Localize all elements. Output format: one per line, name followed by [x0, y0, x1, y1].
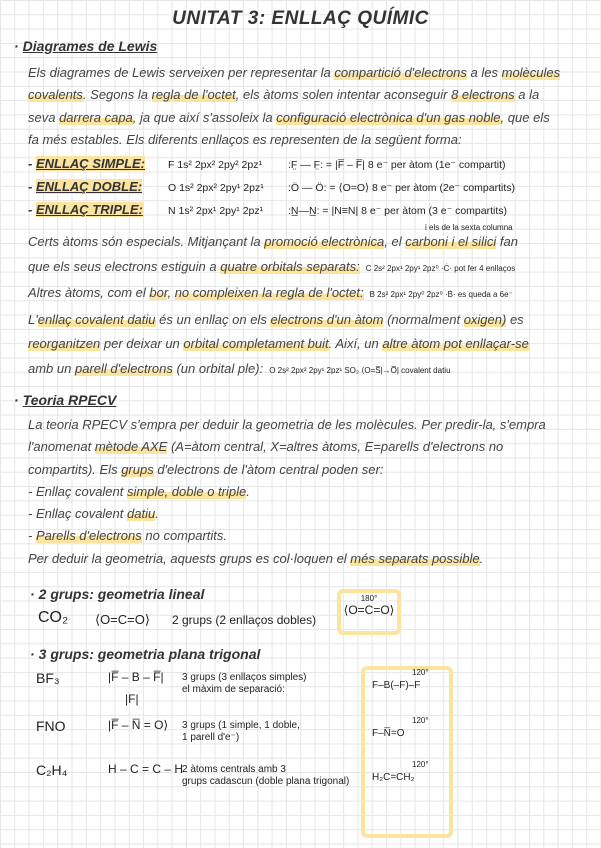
co2-shape: ⟨O=C=O⟩ [343, 603, 395, 617]
text: seva [28, 109, 60, 125]
text: - Enllaç covalent [28, 483, 127, 499]
highlighted-text: parell d'electrons [74, 360, 173, 376]
text-line [28, 525, 593, 547]
text-line [28, 332, 593, 357]
text-line [28, 436, 593, 458]
text-line [28, 481, 593, 503]
text: que els seus electrons estiguin a [28, 258, 221, 274]
trigonal-shapes-box [361, 666, 453, 838]
molecule-description: 3 grups (1 simple, 1 doble, [182, 720, 300, 731]
lewis-structure: :F̤ — F̤: = |F̅ – F̅| 8 e⁻ per àtom (1e⁻ compartit) [288, 159, 506, 171]
electron-config: N 1s² 2px¹ 2py¹ 2pz¹ [168, 205, 264, 217]
text: (A=àtom central, X=altres àtoms, E=parells d'electrons no [167, 439, 504, 455]
text: (normalment [383, 311, 464, 327]
linear-shape-box [337, 589, 401, 635]
highlighted-text: covalents [28, 87, 83, 103]
text-line [28, 107, 593, 129]
text-line [28, 255, 593, 282]
text: . [155, 506, 159, 522]
highlighted-text: oxigen) [463, 311, 507, 327]
text-line [28, 503, 593, 525]
highlighted-text: molècules [501, 65, 561, 80]
lewis-intro [28, 62, 593, 151]
text-line [28, 129, 593, 151]
formula-note: O 2s² 2px² 2py¹ 2pz¹ SO₂ ⟨O=S̅|→O̅| covalent datiu [269, 365, 451, 375]
text: (un orbital ple): [172, 360, 264, 376]
highlighted-text: electrons d'un àtom [270, 311, 384, 327]
text: fan [496, 234, 518, 249]
text: . Segons la [82, 87, 152, 103]
text: - [28, 528, 36, 544]
text: . Així, un [328, 336, 383, 351]
text: Els diagrames de Lewis serveixen per representar la [28, 65, 335, 80]
bond-label-text: ENLLAÇ DOBLE: [35, 179, 143, 194]
text: l'anomenat [28, 439, 95, 455]
highlighted-text: no compleixen la regla de l'octet: [174, 285, 364, 300]
bond-row [28, 199, 593, 222]
molecule-formula: FNO [36, 718, 66, 734]
angle-label: 180° [360, 594, 378, 603]
text: . [246, 483, 250, 499]
heading-trigonal: · 3 grups: geometria plana trigonal [30, 646, 261, 662]
text: , que els [500, 109, 550, 125]
special-atoms-paragraph [28, 230, 593, 383]
text: es [506, 311, 524, 327]
molecule-lewis-bottom: |F| [125, 692, 139, 706]
text: a la [514, 87, 540, 103]
highlighted-text: més separats possible [350, 550, 480, 566]
molecule-formula: C₂H₄ [36, 762, 68, 778]
text-line [28, 548, 593, 570]
angle-label: 120° [412, 716, 429, 725]
lewis-structure: :Ö — Ö: = ⟨O=O⟩ 8 e⁻ per àtom (2e⁻ compartits) [288, 182, 516, 194]
electron-config: O 1s² 2px² 2py¹ 2pz¹ [168, 182, 264, 194]
molecule-description: 3 grups (3 enllaços simples) [182, 672, 307, 683]
highlighted-text: datiu [127, 506, 156, 522]
molecule-description-2: el màxim de separació: [182, 684, 285, 695]
text: compartits). Els [28, 461, 122, 477]
text: , el [384, 234, 406, 249]
text: és un enllaç on els [155, 311, 271, 327]
highlighted-text: bor [149, 285, 168, 300]
highlighted-text: enllaç covalent datiu [37, 311, 156, 327]
molecule-shape: H₂C=CH₂ [372, 772, 415, 783]
molecule-lewis: H – C = C – H [108, 762, 184, 776]
text: no compartits. [141, 528, 228, 544]
text: . [479, 550, 484, 566]
text: , [167, 285, 175, 300]
highlighted-text: Parells d'electrons [35, 528, 142, 544]
lewis-structure: :N̲—N̲: = |N≡N| 8 e⁻ per àtom (3 e⁻ compartits) [288, 205, 508, 217]
highlighted-text: orbital completament buit [183, 336, 329, 351]
co2-lewis: ⟨O=C=O⟩ [95, 612, 150, 627]
text: Per deduir la geometria, aquests grups es col·loquen el [28, 550, 351, 566]
formula-note: C 2s² 2px¹ 2py¹ 2pz⁰ ·Ċ· pot fer 4 enllaços [365, 263, 516, 273]
electron-config: F 1s² 2px² 2py² 2pz¹ [168, 159, 262, 171]
text: fa més estables. Els diferents enllaços es representen de la següent forma: [28, 131, 462, 147]
highlighted-text: compartició d'electrons [334, 65, 467, 80]
rpecv-paragraph [28, 414, 593, 570]
bond-label: - ENLLAÇ SIMPLE: [28, 156, 146, 171]
bond-label-text: ENLLAÇ SIMPLE: [35, 156, 146, 171]
bond-row [28, 153, 593, 176]
molecule-description-2: 1 parell d'e⁻) [182, 732, 240, 743]
text-line [28, 281, 593, 308]
page-title: UNITAT 3: ENLLAÇ QUÍMIC [172, 8, 429, 29]
highlighted-text: quatre orbitals separats: [220, 258, 360, 274]
molecule-lewis: |F̅ – B – F̅| [108, 670, 164, 684]
text: La teoria RPECV s'empra per deduir la geometria de les molècules. Per predir-la, s'empra [28, 417, 546, 432]
angle-label: 120° [412, 668, 429, 677]
highlighted-text: configuració electrònica d'un gas noble [276, 109, 501, 125]
co2-formula: CO₂ [38, 609, 69, 626]
highlighted-text: mètode AXE [94, 439, 168, 455]
section-heading-lewis: · Diagrames de Lewis [14, 38, 158, 54]
column-note: i els de la sexta columna [425, 223, 513, 232]
heading-linear: · 2 grups: geometria lineal [30, 586, 205, 602]
molecule-lewis: |F̅ – N̅ = O⟩ [108, 718, 169, 732]
bond-label: - ENLLAÇ TRIPLE: [28, 202, 143, 217]
text-line [28, 84, 593, 106]
text-line [28, 230, 593, 255]
highlighted-text: reorganitzen [28, 336, 101, 351]
text: per deixar un [100, 336, 184, 351]
molecule-shape: F–N̅=O [372, 728, 405, 739]
text-line [28, 414, 593, 436]
molecule-formula: BF₃ [36, 670, 60, 686]
angle-label: 120° [412, 760, 429, 769]
bond-types [28, 153, 593, 222]
text: , els àtoms solen intentar aconseguir [235, 87, 452, 103]
bond-label-text: ENLLAÇ TRIPLE: [35, 202, 143, 217]
highlighted-text: grups [121, 461, 154, 477]
text: Altres àtoms, com el [28, 285, 150, 300]
text: d'electrons de l'àtom central poden ser: [153, 461, 384, 477]
bond-row [28, 176, 593, 199]
co2-description: 2 grups (2 enllaços dobles) [172, 613, 317, 627]
molecule-shape: F–B(–F)–F [372, 680, 421, 691]
text: - Enllaç covalent [28, 506, 127, 522]
text: a les [466, 65, 502, 80]
text: L' [28, 311, 38, 327]
highlighted-text: regla de l'octet [151, 87, 236, 103]
text: Certs àtoms són especials. Mitjançant la [28, 234, 265, 249]
bond-label: - ENLLAÇ DOBLE: [28, 179, 143, 194]
highlighted-text: promoció electrònica [264, 234, 385, 249]
text-line [28, 357, 593, 384]
text-line [28, 308, 593, 333]
highlighted-text: darrera capa [59, 109, 133, 125]
text-line [28, 459, 593, 481]
formula-note: B 2s² 2px¹ 2py⁰ 2pz⁰ ·Ḃ· es queda a 6e⁻ [369, 290, 513, 299]
text-line [28, 62, 593, 84]
highlighted-text: altre àtom pot enllaçar-se [382, 336, 529, 351]
section-heading-rpecv: · Teoria RPECV [14, 392, 117, 408]
molecule-description: 2 àtoms centrals amb 3 [182, 764, 286, 775]
text: amb un [28, 360, 75, 376]
highlighted-text: carboni i el silici [405, 234, 497, 249]
highlighted-text: simple, doble o triple [127, 483, 247, 499]
highlighted-text: 8 electrons [451, 87, 515, 103]
molecule-description-2: grups cadascun (doble plana trigonal) [182, 776, 350, 787]
text: , ja que així s'assoleix la [132, 109, 277, 125]
